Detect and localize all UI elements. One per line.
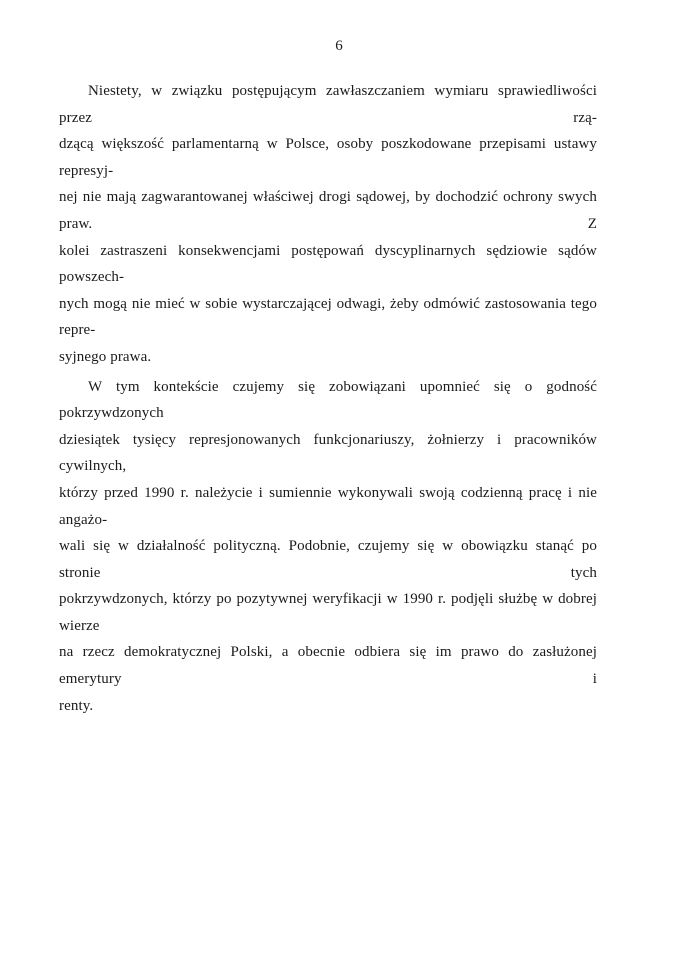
text-line: wali się w działalność polityczną. Podobnie, czujemy się w obowiązku stanąć po stronie tych <box>59 538 597 581</box>
page-number: 6 <box>335 38 343 54</box>
text-line: renty. <box>59 697 94 714</box>
text-line: kolei zastraszeni konsekwencjami postępowań dyscyplinarnych sędziowie sądów powszech- <box>59 242 597 286</box>
text-line: Niestety, w związku postępującym zawłaszczaniem wymiaru sprawiedliwości przez rzą- <box>59 83 597 126</box>
paragraph <box>59 78 597 371</box>
text-line: nych mogą nie mieć w sobie wystarczającej odwagi, żeby odmówić zastosowania tego repre- <box>59 295 597 339</box>
text-line: dzącą większość parlamentarną w Polsce, osoby poszkodowane przepisami ustawy represyj- <box>59 136 597 179</box>
text-line: nej nie mają zagwarantowanej właściwej drogi sądowej, by dochodzić ochrony swych praw. Z <box>59 189 597 232</box>
text-line: W tym kontekście czujemy się zobowiązani upomnieć się o godność pokrzywdzonych <box>59 378 597 422</box>
text-line: syjnego prawa. <box>59 348 152 365</box>
text-line: na rzecz demokratycznej Polski, a obecnie odbiera się im prawo do zasłużonej emerytury i <box>59 644 597 688</box>
text-line: którzy przed 1990 r. należycie i sumiennie wykonywali swoją codzienną pracę i nie angażo- <box>59 484 597 528</box>
text-line: pokrzywdzonych, którzy po pozytywnej weryfikacji w 1990 r. podjęli służbę w dobrej wierze <box>59 591 597 634</box>
paragraph <box>59 374 597 720</box>
text-line: dziesiątek tysięcy represjonowanych funkcjonariuszy, żołnierzy i pracowników cywilnych, <box>59 431 597 475</box>
text-block <box>59 78 597 719</box>
